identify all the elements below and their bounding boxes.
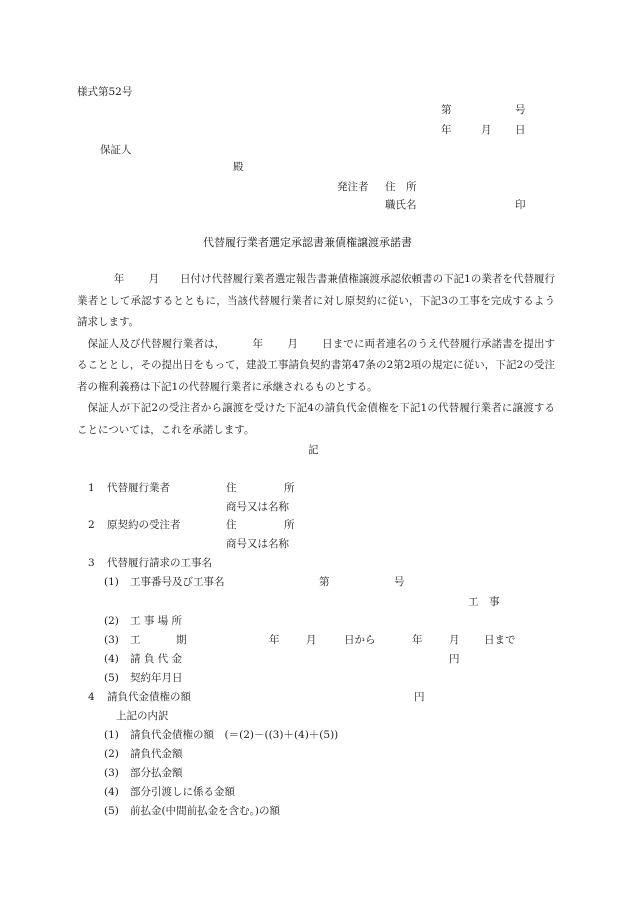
sender-seal: 印	[515, 199, 526, 211]
sub-1-label: 工事番号及び工事名	[130, 576, 225, 588]
sub-3-number: (3)	[104, 634, 119, 646]
sub-4-number: (4)	[104, 653, 119, 665]
breakdown-4-number: (4)	[104, 786, 119, 798]
breakdown-5-number: (5)	[104, 805, 119, 817]
sub-5-label: 契約年月日	[130, 672, 183, 684]
sub-3-day-from: 日から	[344, 634, 376, 646]
sub-3-label-b: 期	[176, 634, 187, 646]
item-2-number: 2	[88, 519, 95, 531]
sub-3-month-to: 月	[449, 634, 460, 646]
item-2-name: 商号又は名称	[226, 538, 289, 550]
form-number: 様式第52号	[77, 86, 133, 98]
item-1-address-a: 住	[226, 482, 237, 494]
date-year: 年	[441, 124, 452, 136]
sub-3-label-a: 工	[130, 634, 141, 646]
sub-1-dai: 第	[319, 576, 330, 588]
p2-year: 年	[252, 337, 264, 350]
breakdown-5-label: 前払金(中間前払金を含む。)の額	[130, 805, 280, 817]
sub-3-year-to: 年	[412, 634, 423, 646]
p1-month: 月	[148, 273, 159, 285]
paragraph-1	[77, 269, 555, 334]
sender-name-label: 職氏名	[385, 199, 417, 211]
item-1-label: 代替履行業者	[107, 482, 170, 494]
sub-3-month-from: 月	[306, 634, 317, 646]
addressee-honorific: 殿	[233, 161, 244, 173]
sub-2-number: (2)	[104, 615, 119, 627]
date-month: 月	[481, 124, 492, 136]
sender-address-label: 住 所	[385, 181, 417, 193]
sub-3-day-to: 日まで	[484, 634, 516, 646]
item-2-address-b: 所	[284, 519, 295, 531]
date-day: 日	[515, 124, 526, 136]
item-1-name: 商号又は名称	[226, 501, 289, 513]
sender-role: 発注者	[337, 181, 369, 193]
addressee-label: 保証人	[100, 144, 132, 156]
p1-year: 年	[113, 273, 125, 285]
doc-number-suffix: 号	[515, 104, 526, 116]
item-1-address-b: 所	[284, 482, 295, 494]
sub-5-number: (5)	[104, 672, 119, 684]
p3-text: 保証人が下記2の受注者から譲渡を受けた下記4の請負代金債権を下記1の代替履行業者に譲渡することについては，これを承諾します。	[77, 402, 555, 436]
item-3-number: 3	[88, 557, 95, 569]
item-2-address-a: 住	[226, 519, 237, 531]
p2-head: 保証人及び代替履行業者は，	[87, 337, 226, 350]
doc-number-prefix: 第	[441, 104, 452, 116]
p1-text: 日付け代替履行業者選定報告書兼債権譲渡承認依頼書の下記1の業者を代替履行業者として承認するとともに，当該代替履行業者に対し原契約に従い，下記3の工事を完成するよう請求します。	[77, 273, 556, 328]
breakdown-3-number: (3)	[104, 767, 119, 779]
breakdown-3-label: 部分払金額	[130, 767, 183, 779]
item-4-label: 請負代金債権の額	[107, 691, 191, 703]
sub-2-label: 工 事 場 所	[130, 615, 183, 627]
item-4-number: 4	[88, 691, 95, 703]
ki-heading: 記	[308, 444, 319, 456]
item-1-number: 1	[88, 482, 95, 494]
sub-4-yen: 円	[449, 653, 460, 665]
sub-3-year-from: 年	[269, 634, 280, 646]
breakdown-1-number: (1)	[104, 729, 119, 741]
p2-month: 月	[287, 337, 298, 350]
item-3-label: 代替履行請求の工事名	[107, 557, 212, 569]
breakdown-label: 上記の内訳	[116, 710, 169, 722]
paragraph-2	[77, 334, 555, 399]
item-2-label: 原契約の受注者	[107, 519, 181, 531]
p2-text: 日までに両者連名のうえ代替履行承諾書を提出することとし，その提出日をもって，建設工事請負契約書第47条の2第2項の規定に従い，下記2の受注者の権利義務は下記1の代替履行業者に承継されるものとする。	[77, 337, 556, 393]
paragraph-3	[77, 398, 555, 441]
sub-4-label: 請 負 代 金	[130, 653, 183, 665]
breakdown-4-label: 部分引渡しに係る金額	[130, 786, 235, 798]
body-text	[77, 269, 555, 441]
sub-1-number: (1)	[104, 576, 119, 588]
document-title: 代替履行業者選定承認書兼債権譲渡承諾書	[203, 236, 412, 249]
breakdown-2-number: (2)	[104, 748, 119, 760]
sub-1-koji: 工 事	[468, 596, 500, 608]
breakdown-2-label: 請負代金額	[130, 748, 183, 760]
item-4-yen: 円	[414, 691, 425, 703]
breakdown-1-label: 請負代金債権の額 (＝(2)－((3)＋(4)＋(5))	[130, 729, 339, 741]
sub-1-go: 号	[394, 576, 405, 588]
